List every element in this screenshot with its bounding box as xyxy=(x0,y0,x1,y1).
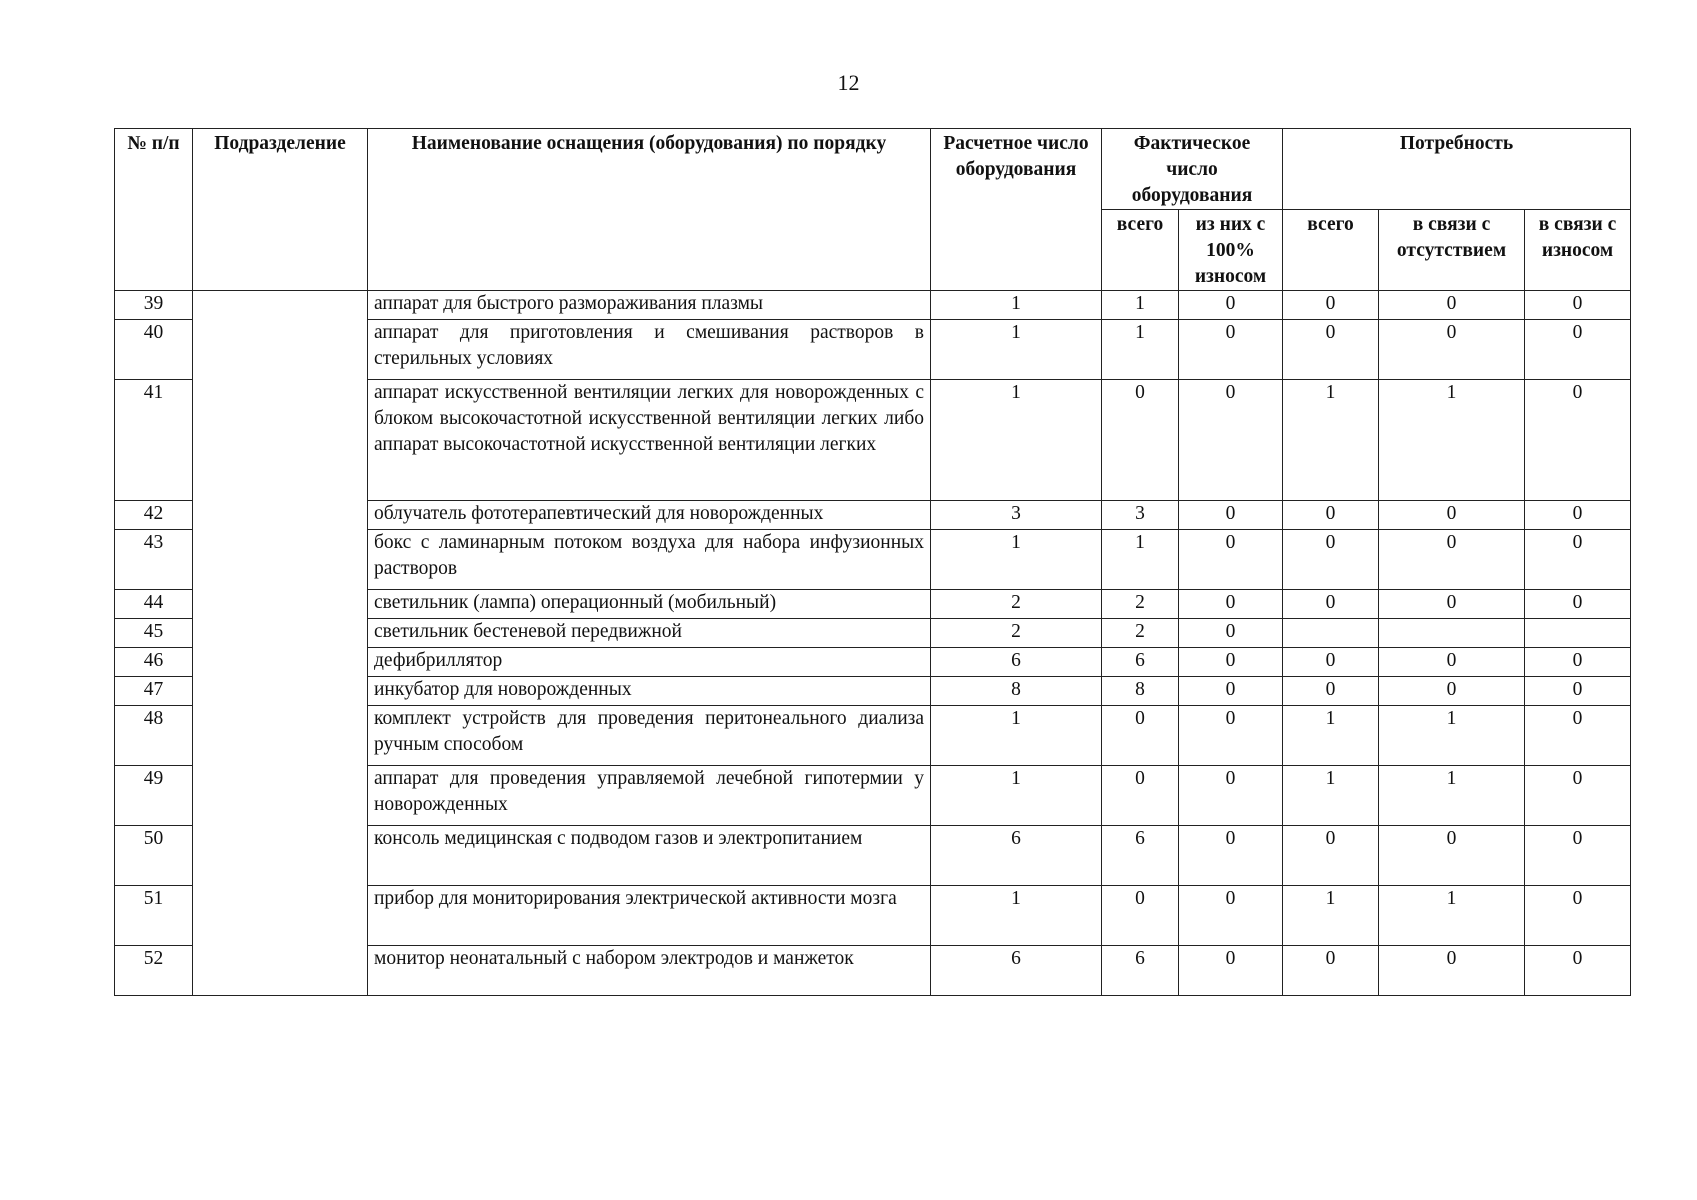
estimated-count: 3 xyxy=(931,501,1102,530)
need-wear: 0 xyxy=(1525,706,1631,766)
actual-worn: 0 xyxy=(1179,648,1283,677)
equipment-table xyxy=(114,128,1631,996)
header-num: № п/п xyxy=(115,129,193,291)
estimated-count: 6 xyxy=(931,826,1102,886)
actual-worn: 0 xyxy=(1179,530,1283,590)
actual-total: 2 xyxy=(1102,590,1179,619)
need-absence: 1 xyxy=(1379,886,1525,946)
need-wear: 0 xyxy=(1525,530,1631,590)
need-absence: 1 xyxy=(1379,380,1525,501)
need-total: 0 xyxy=(1283,826,1379,886)
estimated-count: 6 xyxy=(931,946,1102,996)
equipment-name: бокс с ламинарным потоком воздуха для набора инфузионных растворов xyxy=(368,530,931,590)
need-absence: 0 xyxy=(1379,648,1525,677)
estimated-count: 1 xyxy=(931,766,1102,826)
need-total: 1 xyxy=(1283,706,1379,766)
actual-worn: 0 xyxy=(1179,320,1283,380)
row-num: 45 xyxy=(115,619,193,648)
need-wear: 0 xyxy=(1525,886,1631,946)
equipment-name: монитор неонатальный с набором электродов и манжеток xyxy=(368,946,931,996)
page-number: 12 xyxy=(837,70,860,95)
actual-worn: 0 xyxy=(1179,501,1283,530)
actual-total: 6 xyxy=(1102,648,1179,677)
actual-worn: 0 xyxy=(1179,706,1283,766)
need-absence: 0 xyxy=(1379,501,1525,530)
row-num: 44 xyxy=(115,590,193,619)
need-total: 0 xyxy=(1283,648,1379,677)
estimated-count: 1 xyxy=(931,320,1102,380)
actual-total: 0 xyxy=(1102,886,1179,946)
actual-total: 6 xyxy=(1102,826,1179,886)
need-wear: 0 xyxy=(1525,320,1631,380)
actual-worn: 0 xyxy=(1179,946,1283,996)
actual-worn: 0 xyxy=(1179,886,1283,946)
need-absence: 1 xyxy=(1379,706,1525,766)
actual-worn: 0 xyxy=(1179,380,1283,501)
need-wear: 0 xyxy=(1525,648,1631,677)
row-num: 47 xyxy=(115,677,193,706)
actual-total: 0 xyxy=(1102,706,1179,766)
header-estimated-count: Расчетное число оборудования xyxy=(931,129,1102,291)
equipment-name: прибор для мониторирования электрической активности мозга xyxy=(368,886,931,946)
need-total: 1 xyxy=(1283,766,1379,826)
estimated-count: 2 xyxy=(931,590,1102,619)
equipment-name: инкубатор для новорожденных xyxy=(368,677,931,706)
row-num: 42 xyxy=(115,501,193,530)
need-total: 0 xyxy=(1283,320,1379,380)
header-actual-count: Фактическое число оборудования xyxy=(1102,129,1283,210)
equipment-name: облучатель фототерапевтический для новорожденных xyxy=(368,501,931,530)
need-total: 1 xyxy=(1283,886,1379,946)
equipment-name: комплект устройств для проведения перитонеального диализа ручным способом xyxy=(368,706,931,766)
estimated-count: 2 xyxy=(931,619,1102,648)
actual-total: 1 xyxy=(1102,291,1179,320)
need-absence: 0 xyxy=(1379,946,1525,996)
division-cell xyxy=(193,291,368,996)
equipment-name: дефибриллятор xyxy=(368,648,931,677)
equipment-name: светильник (лампа) операционный (мобильный) xyxy=(368,590,931,619)
need-total: 0 xyxy=(1283,291,1379,320)
estimated-count: 6 xyxy=(931,648,1102,677)
actual-total: 8 xyxy=(1102,677,1179,706)
need-wear: 0 xyxy=(1525,590,1631,619)
need-absence: 1 xyxy=(1379,766,1525,826)
need-absence: 0 xyxy=(1379,320,1525,380)
actual-total: 0 xyxy=(1102,766,1179,826)
need-wear: 0 xyxy=(1525,501,1631,530)
estimated-count: 1 xyxy=(931,291,1102,320)
equipment-name: аппарат для приготовления и смешивания растворов в стерильных условиях xyxy=(368,320,931,380)
need-absence xyxy=(1379,619,1525,648)
need-absence: 0 xyxy=(1379,291,1525,320)
need-absence: 0 xyxy=(1379,590,1525,619)
header-actual-total: всего xyxy=(1102,210,1179,291)
actual-total: 6 xyxy=(1102,946,1179,996)
need-total: 0 xyxy=(1283,677,1379,706)
estimated-count: 1 xyxy=(931,706,1102,766)
row-num: 43 xyxy=(115,530,193,590)
need-total: 0 xyxy=(1283,590,1379,619)
actual-worn: 0 xyxy=(1179,291,1283,320)
estimated-count: 1 xyxy=(931,530,1102,590)
need-wear: 0 xyxy=(1525,677,1631,706)
header-equipment-name: Наименование оснащения (оборудования) по порядку xyxy=(368,129,931,291)
need-wear: 0 xyxy=(1525,766,1631,826)
equipment-name: аппарат для быстрого размораживания плазмы xyxy=(368,291,931,320)
table-row xyxy=(115,291,1631,320)
need-absence: 0 xyxy=(1379,826,1525,886)
need-wear: 0 xyxy=(1525,380,1631,501)
header-division: Подразделение xyxy=(193,129,368,291)
header-need-wear: в связи с износом xyxy=(1525,210,1631,291)
estimated-count: 8 xyxy=(931,677,1102,706)
header-need: Потребность xyxy=(1283,129,1631,210)
need-wear: 0 xyxy=(1525,826,1631,886)
actual-total: 1 xyxy=(1102,320,1179,380)
need-wear: 0 xyxy=(1525,291,1631,320)
actual-total: 0 xyxy=(1102,380,1179,501)
equipment-name: светильник бестеневой передвижной xyxy=(368,619,931,648)
actual-worn: 0 xyxy=(1179,826,1283,886)
header-need-total: всего xyxy=(1283,210,1379,291)
row-num: 46 xyxy=(115,648,193,677)
row-num: 51 xyxy=(115,886,193,946)
equipment-name: аппарат искусственной вентиляции легких для новорожденных с блоком высокочастотной искусственной вентиляции легких либо аппарат высокочастотной искусственной вентиляции легких xyxy=(368,380,931,501)
need-absence: 0 xyxy=(1379,530,1525,590)
row-num: 40 xyxy=(115,320,193,380)
need-total: 1 xyxy=(1283,380,1379,501)
row-num: 52 xyxy=(115,946,193,996)
need-wear xyxy=(1525,619,1631,648)
row-num: 50 xyxy=(115,826,193,886)
need-total: 0 xyxy=(1283,501,1379,530)
actual-worn: 0 xyxy=(1179,766,1283,826)
estimated-count: 1 xyxy=(931,380,1102,501)
need-absence: 0 xyxy=(1379,677,1525,706)
actual-total: 1 xyxy=(1102,530,1179,590)
need-total: 0 xyxy=(1283,530,1379,590)
row-num: 49 xyxy=(115,766,193,826)
actual-total: 3 xyxy=(1102,501,1179,530)
header-need-absence: в связи с отсутствием xyxy=(1379,210,1525,291)
actual-worn: 0 xyxy=(1179,619,1283,648)
actual-worn: 0 xyxy=(1179,677,1283,706)
header-actual-worn: из них с 100% износом xyxy=(1179,210,1283,291)
equipment-name: консоль медицинская с подводом газов и электропитанием xyxy=(368,826,931,886)
row-num: 48 xyxy=(115,706,193,766)
estimated-count: 1 xyxy=(931,886,1102,946)
row-num: 41 xyxy=(115,380,193,501)
row-num: 39 xyxy=(115,291,193,320)
actual-worn: 0 xyxy=(1179,590,1283,619)
need-wear: 0 xyxy=(1525,946,1631,996)
equipment-name: аппарат для проведения управляемой лечебной гипотермии у новорожденных xyxy=(368,766,931,826)
need-total xyxy=(1283,619,1379,648)
need-total: 0 xyxy=(1283,946,1379,996)
actual-total: 2 xyxy=(1102,619,1179,648)
